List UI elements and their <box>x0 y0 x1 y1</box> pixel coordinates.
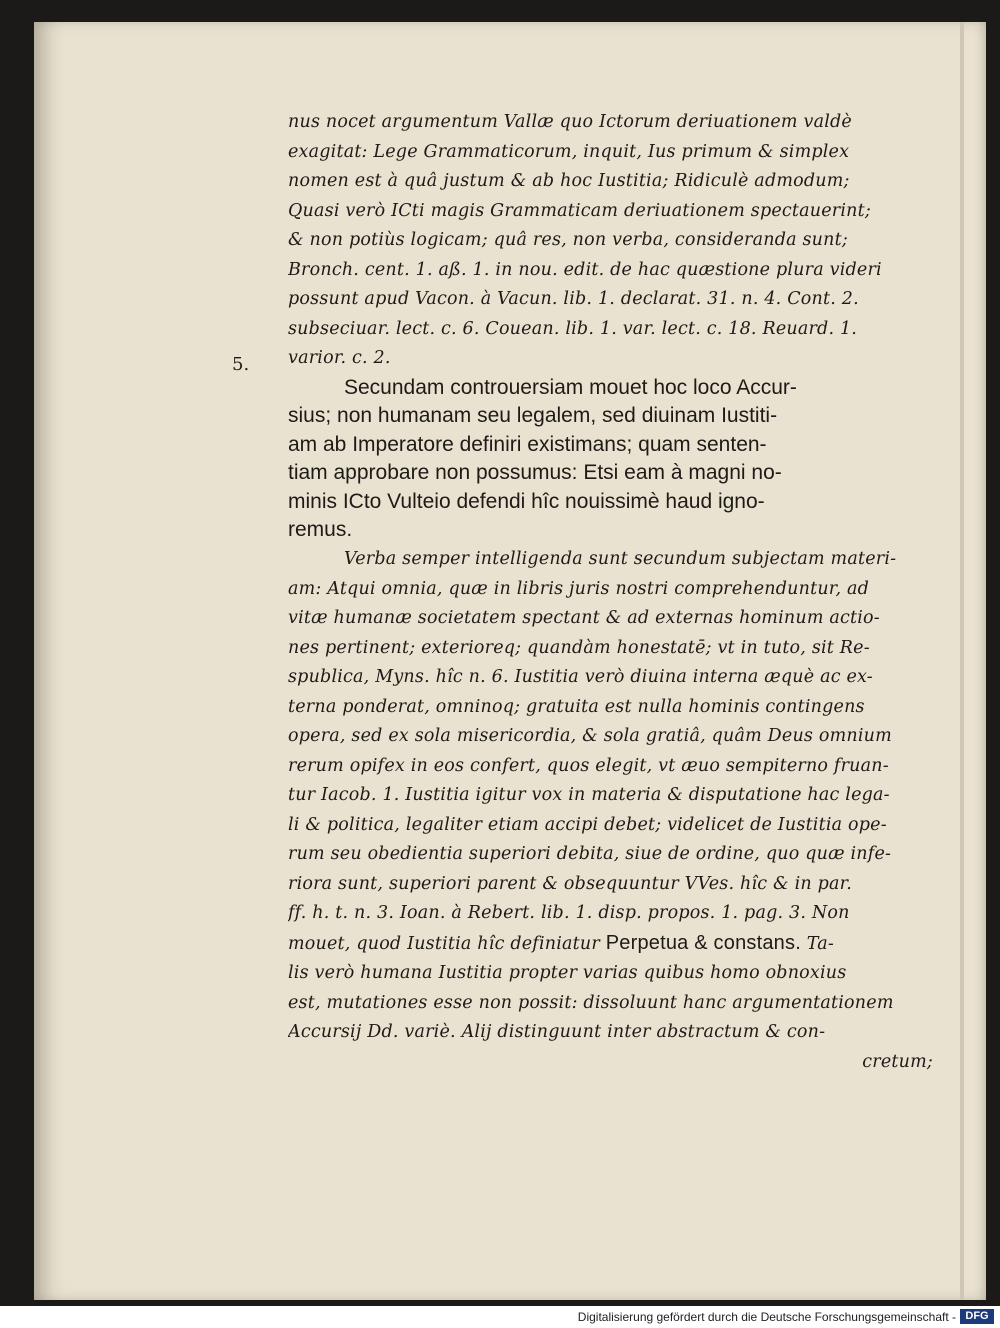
dfg-logo: DFG <box>960 1309 994 1324</box>
text-line-italic-part: mouet, quod Iustitia hîc definiatur <box>288 933 606 954</box>
text-line: Quasi verò ICti magis Grammaticam deriuationem spectauerint; <box>288 200 871 221</box>
text-line: am: Atqui omnia, quæ in libris juris nostri comprehenduntur, ad <box>288 578 870 599</box>
text-line: tiam approbare non possumus: Etsi eam à magni no- <box>288 461 782 485</box>
text-line: terna ponderat, omninoq; gratuita est nulla hominis contingens <box>288 696 865 717</box>
text-line: spublica, Myns. hîc n. 6. Iustitia verò diuina interna æquè ac ex- <box>288 667 873 688</box>
text-line: possunt apud Vacon. à Vacun. lib. 1. declarat. 31. n. 4. Cont. 2. <box>288 289 859 309</box>
text-line: lis verò humana Iustitia propter varias quibus homo obnoxius <box>288 963 847 984</box>
text-line: subseciuar. lect. c. 6. Couean. lib. 1. var. lect. c. 18. Reuard. 1. <box>288 318 858 339</box>
text-line: & non potiùs logicam; quâ res, non verba, consideranda sunt; <box>288 230 848 250</box>
text-line: nus nocet argumentum Vallæ quo Ictorum deriuationem valdè <box>288 112 852 132</box>
text-line: am ab Imperatore definiri existimans; quam senten- <box>288 432 767 456</box>
text-line: cretum; <box>862 1051 933 1072</box>
text-line: ff. h. t. n. 3. Ioan. à Rebert. lib. 1. disp. propos. 1. pag. 3. Non <box>288 903 850 924</box>
text-line: Secundam controuersiam mouet hoc loco Accur- <box>344 375 797 399</box>
text-line: varior. c. 2. <box>288 348 391 368</box>
text-line: exagitat: Lege Grammaticorum, inquit, Ius primum & simplex <box>288 141 850 162</box>
paragraph-margin-number: 5. <box>232 354 250 375</box>
text-line: tur Iacob. 1. Iustitia igitur vox in materia & disputatione hac lega- <box>288 785 890 806</box>
text-line <box>288 929 933 960</box>
text-line: Accursij Dd. variè. Alij distinguunt inter abstractum & con- <box>288 1022 826 1043</box>
text-line: rum seu obedientia superiori debita, siue de ordine, quo quæ infe- <box>288 844 892 865</box>
page-text-block <box>288 108 933 1077</box>
text-line: remus. <box>288 518 353 542</box>
text-line: riora sunt, superiori parent & obsequuntur VVes. hîc & in par. <box>288 873 853 894</box>
text-line: li & politica, legaliter etiam accipi debet; videlicet de Iustitia ope- <box>288 814 887 835</box>
text-line-roman-part: Perpetua & constans. <box>605 931 801 954</box>
text-line: Verba semper intelligenda sunt secundum subjectam materi- <box>344 549 897 570</box>
text-line: vitæ humanæ societatem spectant & ad externas hominum actio- <box>288 608 880 629</box>
text-line: nomen est à quâ justum & ab hoc Iustitia; Ridiculè admodum; <box>288 171 850 191</box>
text-line: sius; non humanam seu legalem, sed diuinam Iustiti- <box>288 404 778 428</box>
page-edge <box>960 22 964 1300</box>
text-line: est, mutationes esse non possit: dissoluunt hanc argumentationem <box>288 992 894 1013</box>
text-line: opera, sed ex sola misericordia, & sola gratiâ, quâm Deus omnium <box>288 726 892 747</box>
text-line: rerum opifex in eos confert, quos elegit, vt æuo sempiterno fruan- <box>288 755 889 776</box>
text-line: nes pertinent; exterioreq; quandàm honestatē; vt in tuto, sit Re- <box>288 637 870 658</box>
text-line: minis ICto Vulteio defendi hîc nouissimè haud igno- <box>288 489 765 513</box>
text-line-italic-part: Ta- <box>800 933 834 954</box>
text-line: Bronch. cent. 1. aß. 1. in nou. edit. de hac quæstione plura videri <box>288 259 882 280</box>
footer-credit: Digitalisierung gefördert durch die Deutsche Forschungsgemeinschaft - <box>577 1310 956 1324</box>
